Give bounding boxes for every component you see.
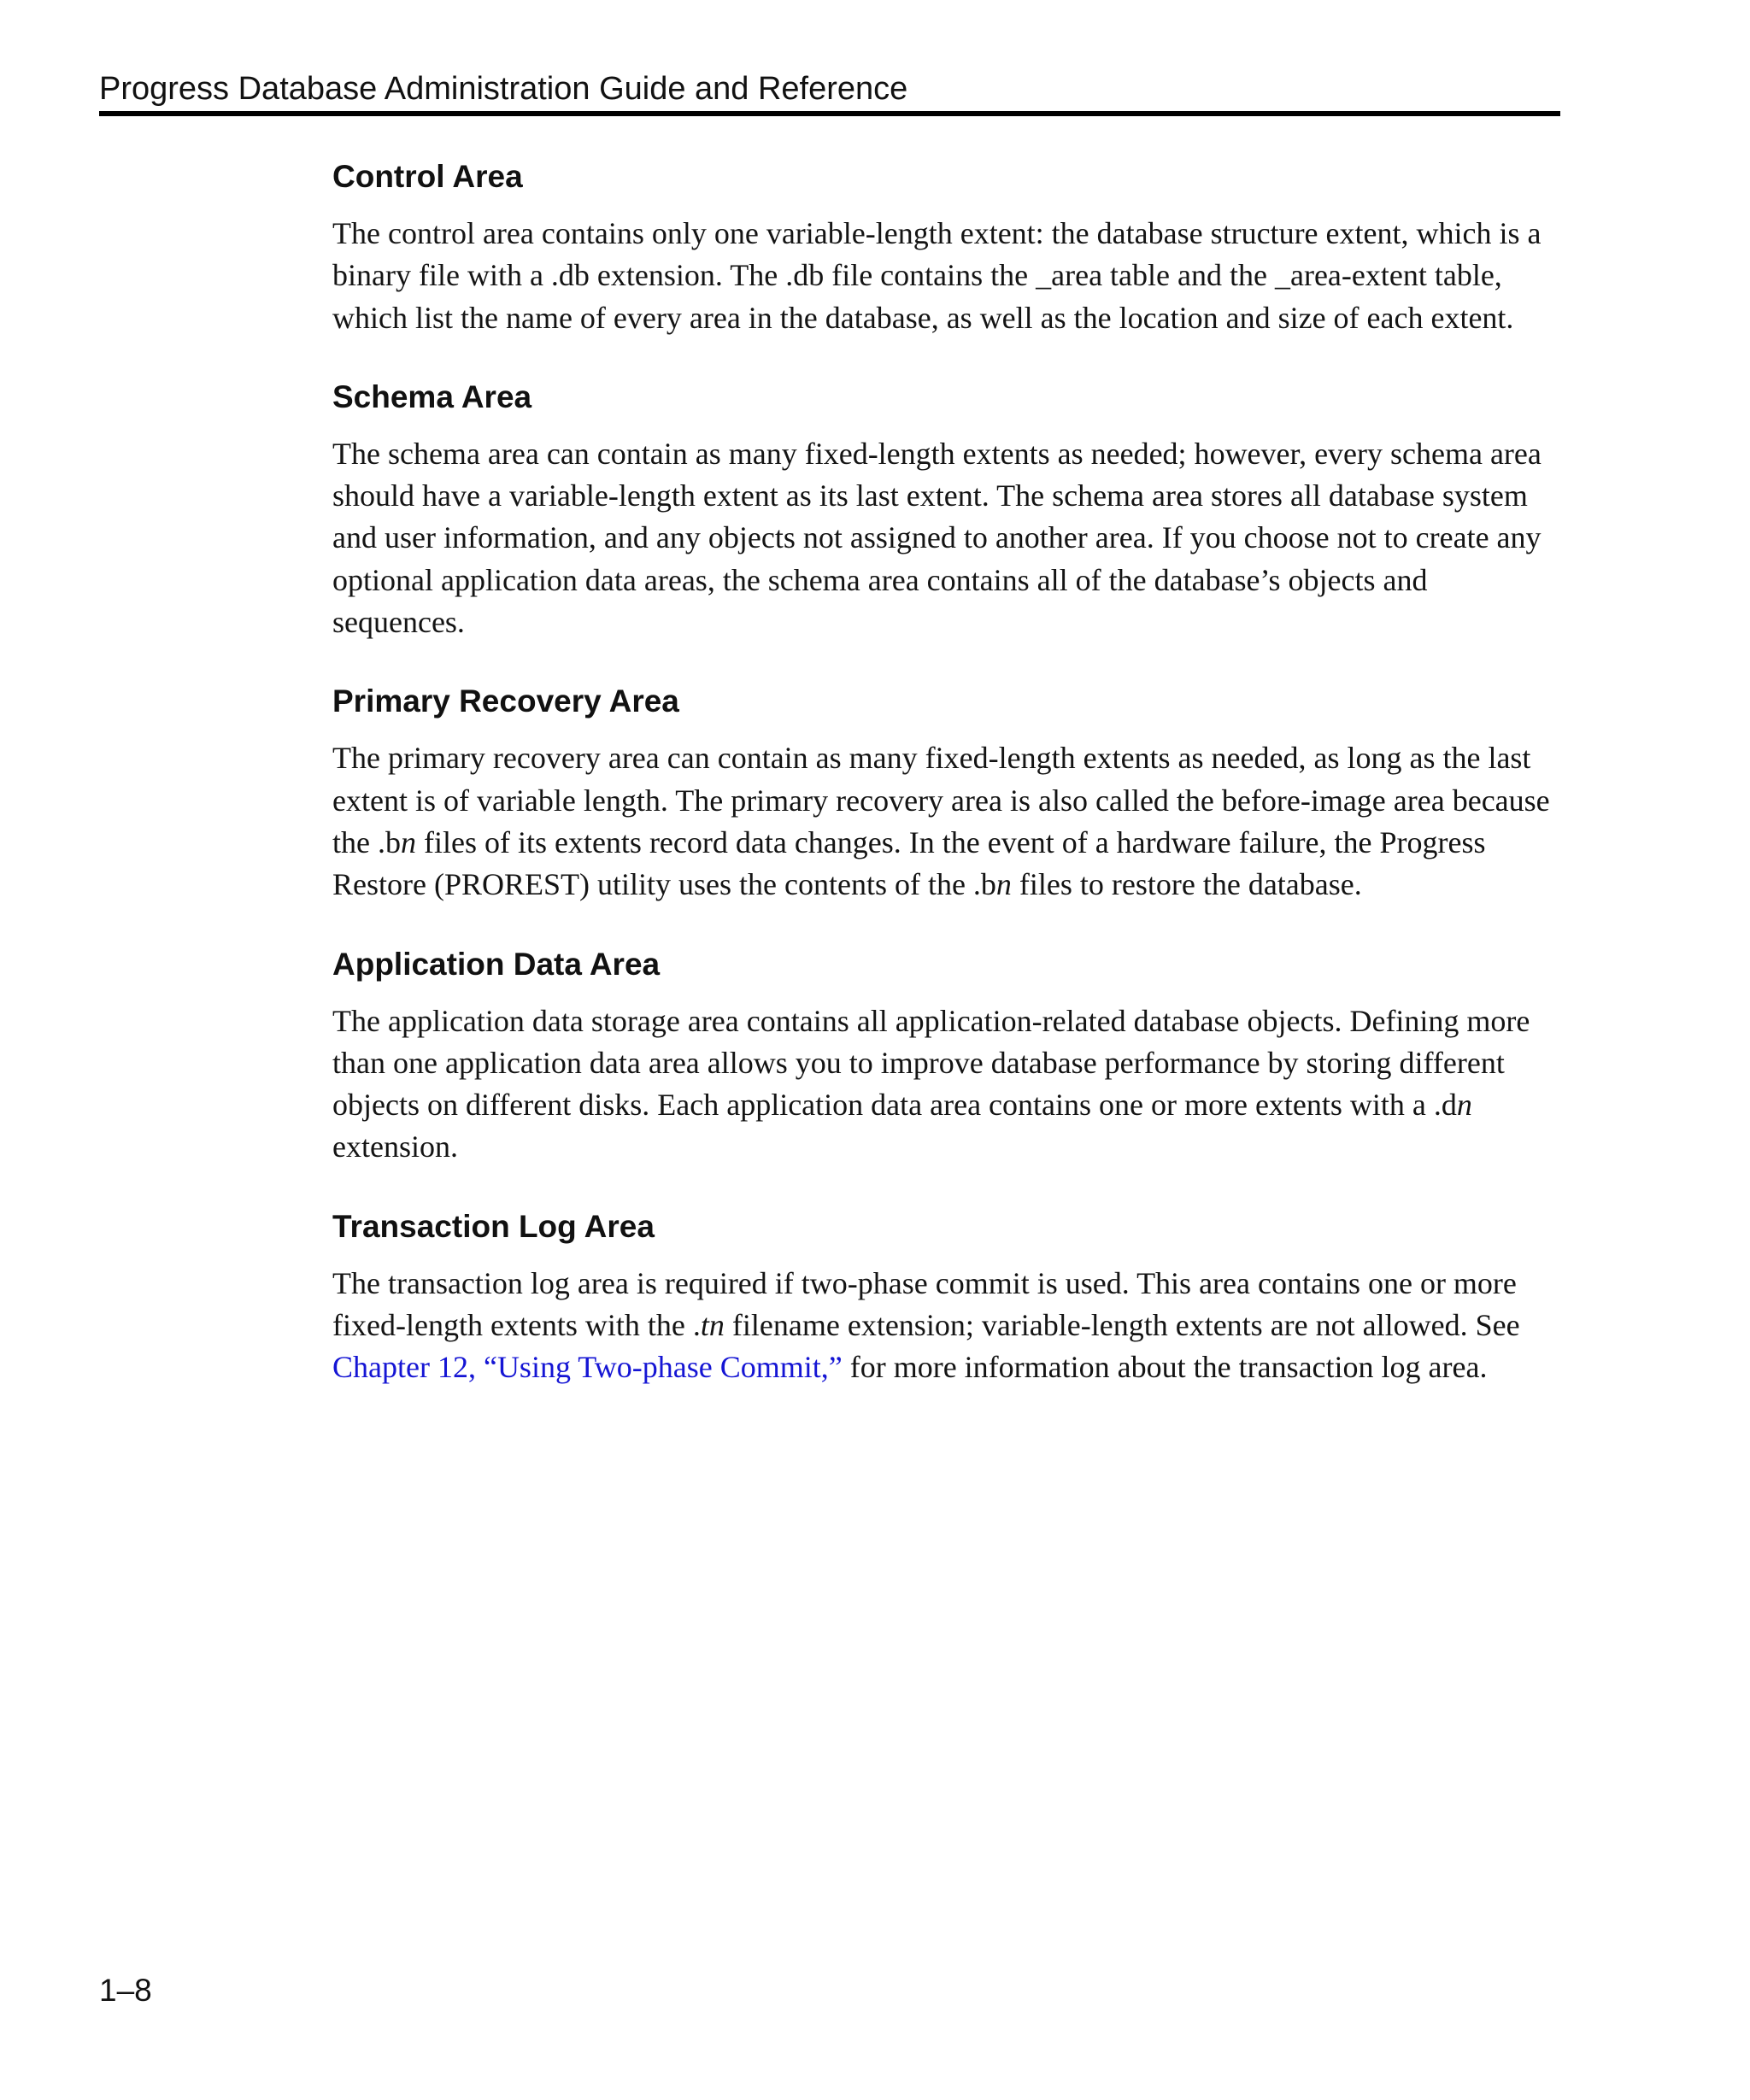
body-text: The transaction log area is required if two-phase commit is used. This area contains one or more fixed-length extents with the .: [332, 1265, 1517, 1343]
italic-text: n: [1456, 1088, 1472, 1123]
section-body: [332, 1263, 1563, 1389]
section-transaction-log-area: [332, 1208, 1563, 1389]
section-body: The control area contains only one variable-length extent: the database structure extent, which is a binary file with a .db extension. The .db file contains the _area table and the _area-extent table, which list the name of every area in the database, as well as the location and size of each extent.: [332, 216, 1542, 335]
page-header: [99, 67, 1560, 116]
section-application-data-area: [332, 946, 1563, 1169]
section-body: [332, 1000, 1563, 1169]
italic-text: n: [995, 867, 1012, 902]
section-heading: Application Data Area: [332, 946, 661, 982]
body-text: for more information about the transaction log area.: [842, 1350, 1488, 1385]
section-heading: Primary Recovery Area: [332, 683, 679, 719]
body-text: The primary recovery area can contain as many fixed-length extents as needed, as long as the last extent is of variable length. The primary recovery area is also called the before-image area because the .b: [332, 741, 1550, 859]
section-heading: Control Area: [332, 159, 523, 194]
section-body: [332, 737, 1563, 906]
page-number: 1–8: [99, 1973, 152, 2008]
section-primary-recovery-area: [332, 683, 1563, 906]
chapter-12-link[interactable]: Chapter 12, “Using Two-phase Commit,”: [332, 1350, 843, 1385]
italic-text: n: [400, 824, 416, 859]
body-text: files to restore the database.: [1011, 867, 1362, 902]
section-body: The schema area can contain as many fixed-length extents as needed; however, every schema area should have a variable-length extent as its last extent. The schema area stores all database system and user information, and any objects not assigned to another area. If you choose not to create any optional application data areas, the schema area contains all of the database’s objects and sequences.: [332, 436, 1542, 640]
header-title: Progress Database Administration Guide and Reference: [99, 71, 908, 107]
page-content: [332, 158, 1563, 1428]
body-text: extension.: [332, 1129, 458, 1164]
section-heading: Transaction Log Area: [332, 1208, 655, 1244]
section-heading: Schema Area: [332, 378, 532, 414]
body-text: files of its extents record data changes. In the event of a hardware failure, the Progress Restore (PROREST) utility uses the contents of the .b: [332, 824, 1486, 902]
body-text: The application data storage area contains all application-related database objects. Defining more than one application data area allows you to improve database performance by storing different objects on different disks. Each application data area contains one or more extents with a .d: [332, 1003, 1530, 1123]
section-schema-area: [332, 378, 1563, 643]
body-text: filename extension; variable-length extents are not allowed. See: [724, 1308, 1520, 1343]
section-control-area: [332, 158, 1563, 339]
italic-text: tn: [700, 1308, 725, 1343]
